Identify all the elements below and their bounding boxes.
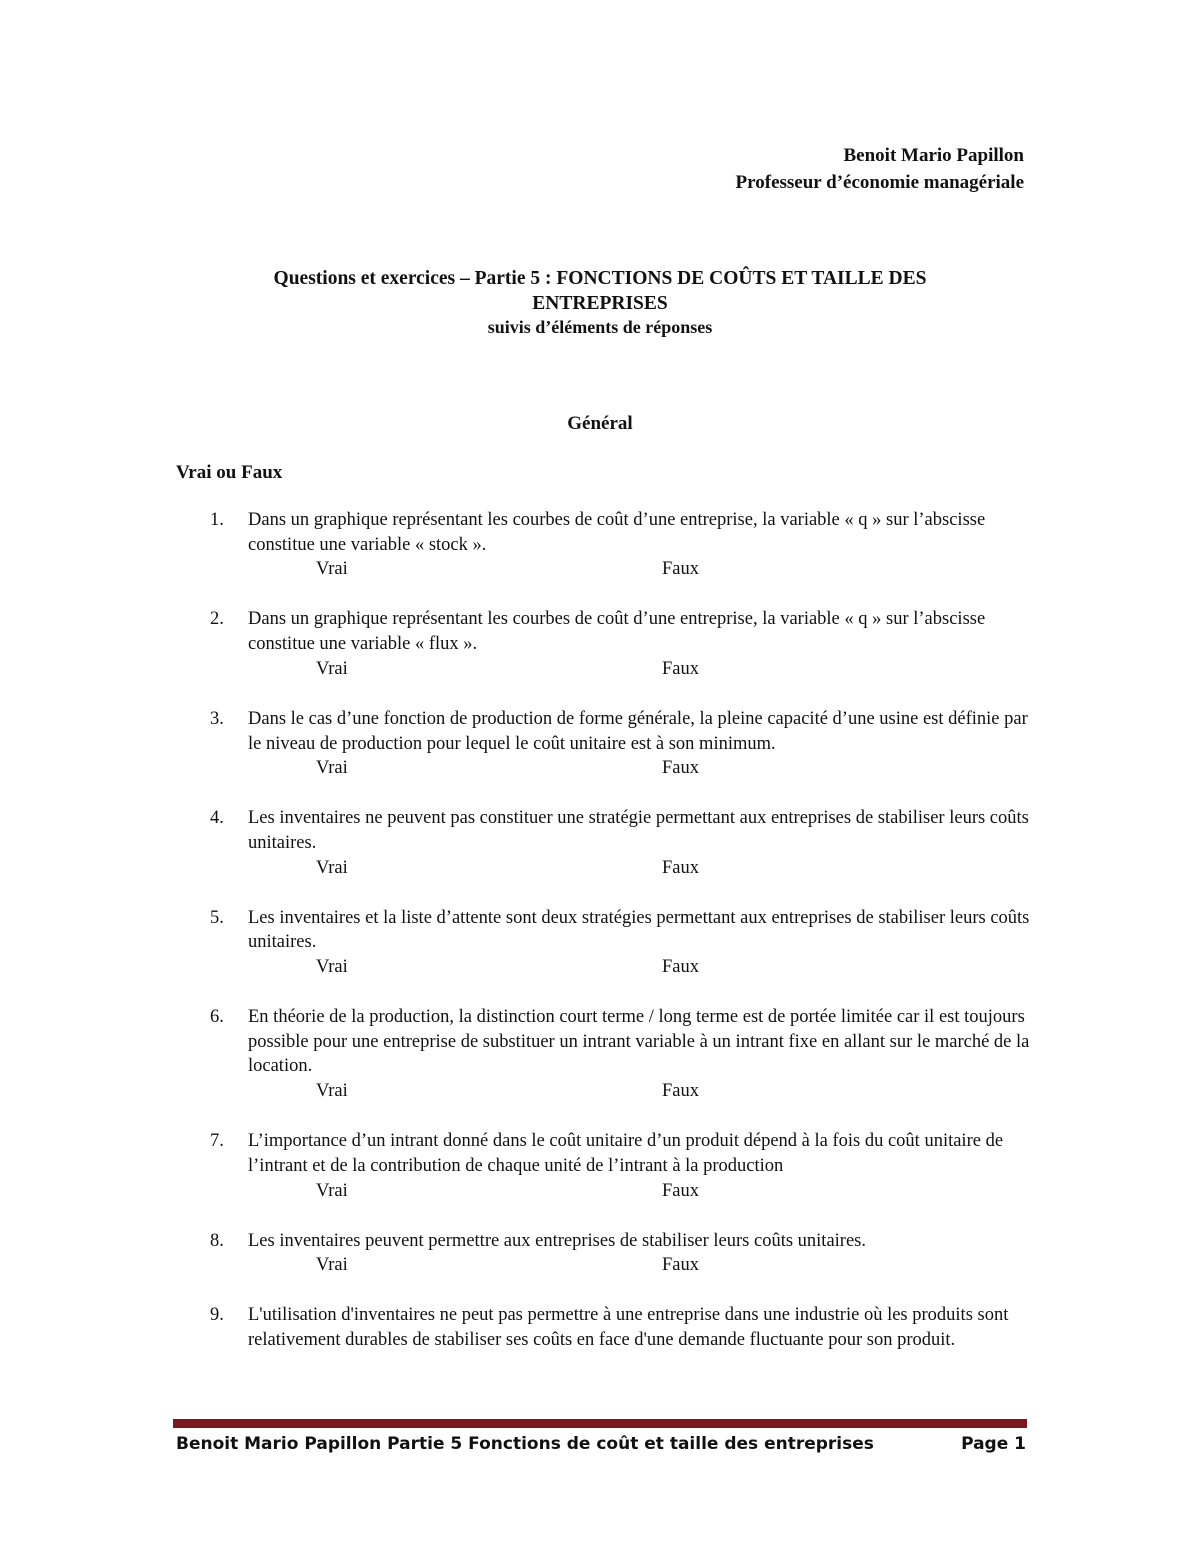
question-item bbox=[176, 607, 1046, 681]
answer-false: Faux bbox=[662, 957, 699, 978]
answer-false: Faux bbox=[662, 1180, 699, 1201]
question-number: 7. bbox=[210, 1131, 224, 1152]
question-item bbox=[176, 1229, 1046, 1279]
title-line-2: ENTREPRISES bbox=[532, 293, 668, 314]
question-text: Les inventaires ne peuvent pas constituer une stratégie permettant aux entreprises de stabiliser leurs coûts unitaires. bbox=[248, 808, 1029, 853]
question-list bbox=[176, 508, 1046, 1353]
author-role: Professeur d’économie managériale bbox=[735, 172, 1024, 193]
question-item bbox=[176, 707, 1046, 781]
answer-false: Faux bbox=[662, 658, 699, 679]
section-heading: Général bbox=[567, 413, 633, 434]
question-text: Les inventaires peuvent permettre aux entreprises de stabiliser leurs coûts unitaires. bbox=[248, 1230, 866, 1251]
question-item bbox=[176, 1303, 1046, 1352]
answer-true: Vrai bbox=[316, 1081, 348, 1102]
answer-true: Vrai bbox=[316, 658, 348, 679]
answer-false: Faux bbox=[662, 559, 699, 580]
footer-divider bbox=[173, 1419, 1027, 1428]
title-line-1: Questions et exercices – Partie 5 : FONCTIONS DE COÛTS ET TAILLE DES bbox=[273, 268, 927, 289]
author-block bbox=[736, 142, 1024, 196]
question-text: Dans un graphique représentant les courbes de coût d’une entreprise, la variable « q » sur l’abscisse constitue une variable « flux ». bbox=[248, 609, 986, 655]
answer-choices bbox=[176, 955, 1046, 980]
document-title bbox=[176, 266, 1024, 338]
question-item bbox=[176, 1129, 1046, 1203]
question-text: Les inventaires et la liste d’attente sont deux stratégies permettant aux entreprises de stabiliser leurs coûts unitaires. bbox=[248, 907, 1030, 953]
answer-choices bbox=[176, 856, 1046, 881]
author-name: Benoit Mario Papillon bbox=[843, 145, 1024, 166]
question-number: 3. bbox=[210, 708, 224, 729]
question-number: 4. bbox=[210, 808, 224, 829]
question-text: En théorie de la production, la distinction court terme / long terme est de portée limitée car il est toujours possible pour une entreprise de substituer un intrant variable à un intrant fixe en allant sur le marché de la location. bbox=[248, 1007, 1030, 1077]
question-item bbox=[176, 508, 1046, 582]
page-number: Page 1 bbox=[961, 1434, 1026, 1454]
answer-false: Faux bbox=[662, 857, 699, 878]
answer-true: Vrai bbox=[316, 1180, 348, 1201]
question-number: 8. bbox=[210, 1230, 224, 1251]
question-number: 5. bbox=[210, 907, 224, 928]
question-text: Dans le cas d’une fonction de production de forme générale, la pleine capacité d’une usine est définie par le niveau de production pour lequel le coût unitaire est à son minimum. bbox=[248, 708, 1028, 754]
question-item bbox=[176, 906, 1046, 980]
question-number: 1. bbox=[210, 510, 224, 530]
answer-choices bbox=[176, 657, 1046, 682]
question-text: Dans un graphique représentant les courbes de coût d’une entreprise, la variable « q » sur l’abscisse constitue une variable « stock ». bbox=[248, 510, 986, 555]
answer-true: Vrai bbox=[316, 857, 348, 878]
subsection-heading: Vrai ou Faux bbox=[176, 462, 283, 483]
question-item bbox=[176, 1005, 1046, 1104]
question-number: 6. bbox=[210, 1007, 224, 1028]
question-number: 9. bbox=[210, 1305, 224, 1326]
answer-choices bbox=[176, 1253, 1046, 1278]
answer-choices bbox=[176, 557, 1046, 582]
question-text: L’importance d’un intrant donné dans le coût unitaire d’un produit dépend à la fois du coût unitaire de l’intrant et de la contribution de chaque unité de l’intrant à la production bbox=[248, 1131, 1004, 1176]
answer-true: Vrai bbox=[316, 758, 348, 779]
answer-true: Vrai bbox=[316, 1255, 348, 1276]
answer-true: Vrai bbox=[316, 957, 348, 978]
question-number: 2. bbox=[210, 609, 224, 630]
answer-true: Vrai bbox=[316, 559, 348, 580]
question-item bbox=[176, 806, 1046, 880]
answer-choices bbox=[176, 1079, 1046, 1104]
answer-choices bbox=[176, 756, 1046, 781]
answer-false: Faux bbox=[662, 1081, 699, 1102]
answer-false: Faux bbox=[662, 1255, 699, 1276]
title-subtitle: suivis d’éléments de réponses bbox=[487, 317, 713, 337]
answer-false: Faux bbox=[662, 758, 699, 779]
answer-choices bbox=[176, 1179, 1046, 1204]
question-text: L'utilisation d'inventaires ne peut pas permettre à une entreprise dans une industrie où les produits sont relativement durables de stabiliser ses coûts en face d'une demande fluctuante pour son produit. bbox=[248, 1305, 1009, 1350]
footer-title: Benoit Mario Papillon Partie 5 Fonctions de coût et taille des entreprises bbox=[176, 1434, 874, 1454]
